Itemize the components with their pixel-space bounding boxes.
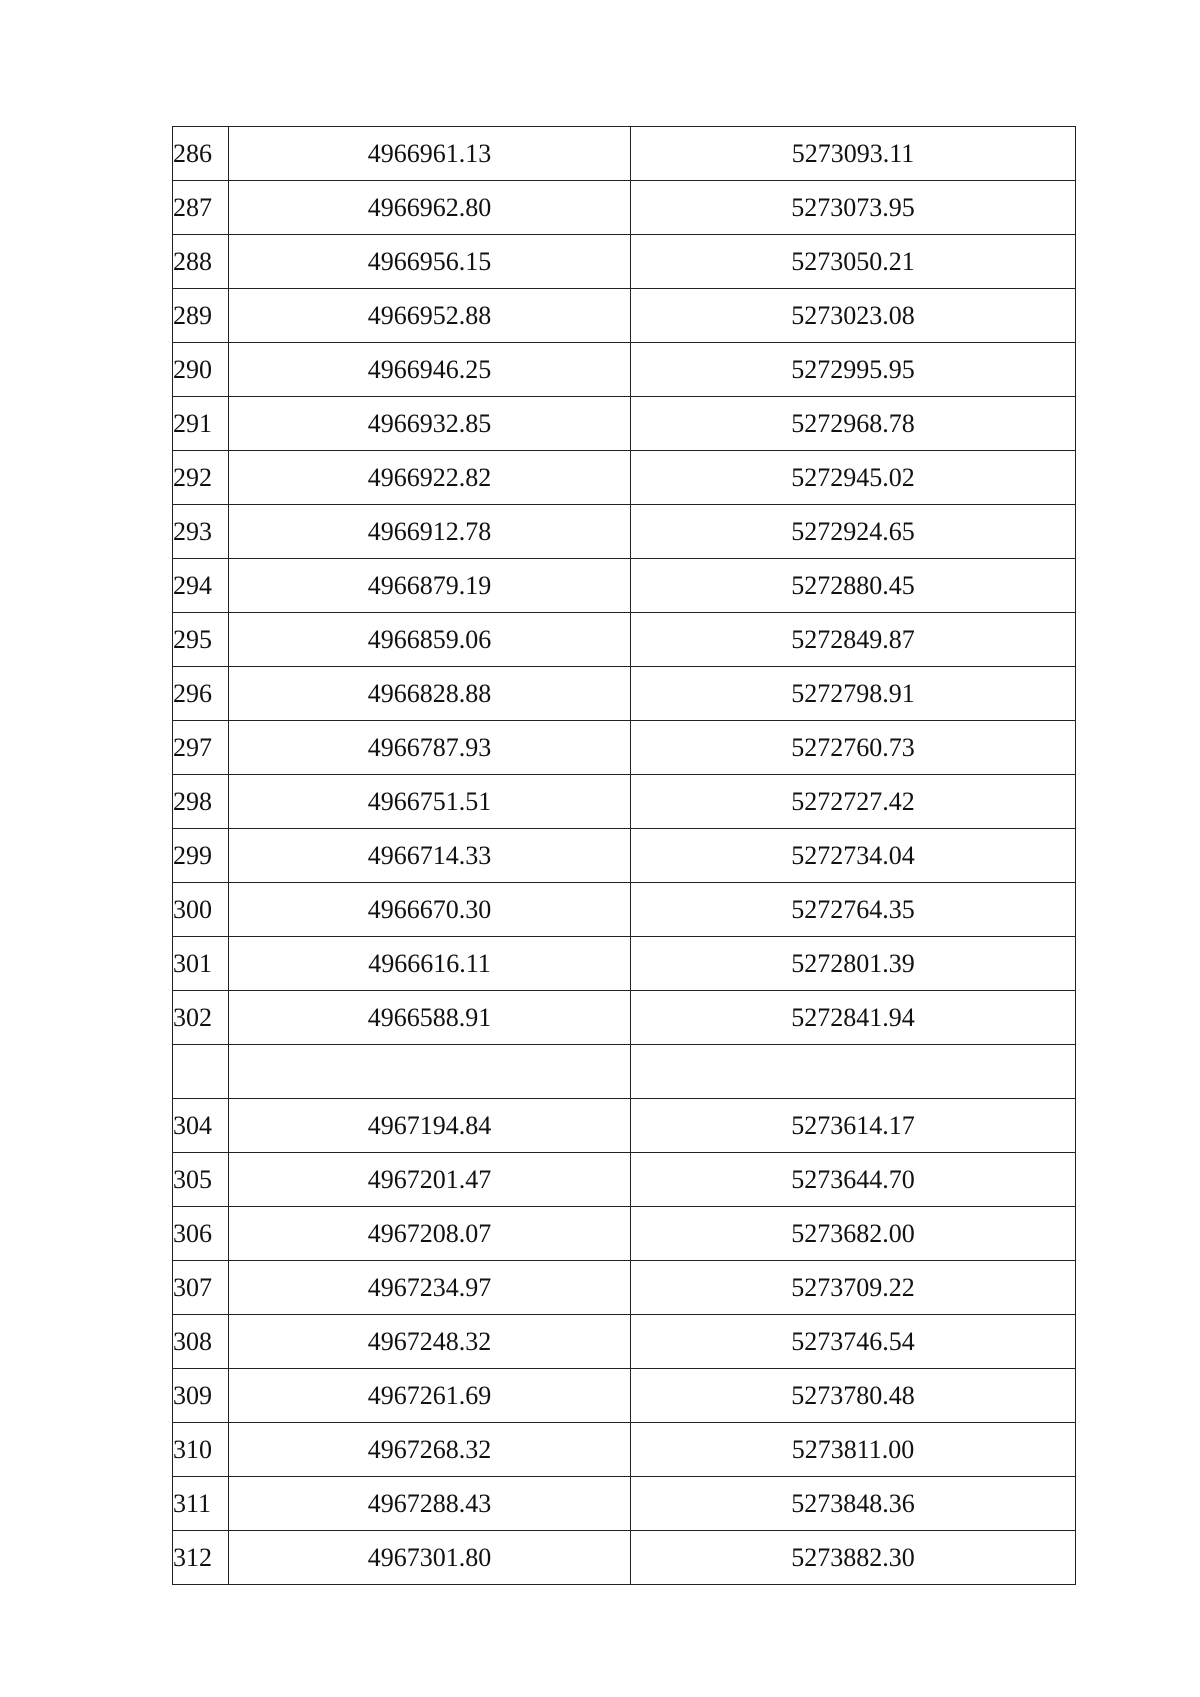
y-coordinate-cell: 5273644.70: [631, 1153, 1076, 1207]
y-coordinate-cell: 5272734.04: [631, 829, 1076, 883]
y-coordinate-cell: 5272841.94: [631, 991, 1076, 1045]
table-row: [173, 1099, 1076, 1153]
y-coordinate-cell: 5272849.87: [631, 613, 1076, 667]
point-number-cell: 293: [173, 505, 229, 559]
x-coordinate-cell: 4966588.91: [229, 991, 631, 1045]
y-coordinate-cell: 5273882.30: [631, 1531, 1076, 1585]
y-coordinate-cell: 5273746.54: [631, 1315, 1076, 1369]
table-row: [173, 829, 1076, 883]
point-number-cell: 292: [173, 451, 229, 505]
table-row: [173, 775, 1076, 829]
y-coordinate-cell: 5272880.45: [631, 559, 1076, 613]
point-number-cell: 305: [173, 1153, 229, 1207]
x-coordinate-cell: 4967268.32: [229, 1423, 631, 1477]
y-coordinate-cell: 5272798.91: [631, 667, 1076, 721]
x-coordinate-cell: 4966670.30: [229, 883, 631, 937]
table-row: [173, 1477, 1076, 1531]
table-row: [173, 559, 1076, 613]
coordinates-table: [172, 126, 1076, 1585]
x-coordinate-cell: 4966946.25: [229, 343, 631, 397]
y-coordinate-cell: 5272764.35: [631, 883, 1076, 937]
x-coordinate-cell: 4967234.97: [229, 1261, 631, 1315]
y-coordinate-cell: 5273050.21: [631, 235, 1076, 289]
table-row: [173, 883, 1076, 937]
x-coordinate-cell: 4966932.85: [229, 397, 631, 451]
point-number-cell: 304: [173, 1099, 229, 1153]
y-coordinate-cell: 5272968.78: [631, 397, 1076, 451]
point-number-cell: 290: [173, 343, 229, 397]
table-row: [173, 667, 1076, 721]
y-coordinate-cell: 5272727.42: [631, 775, 1076, 829]
table-row: [173, 937, 1076, 991]
table-row: [173, 127, 1076, 181]
x-coordinate-cell: 4966952.88: [229, 289, 631, 343]
table-row: [173, 613, 1076, 667]
point-number-cell: 297: [173, 721, 229, 775]
x-coordinate-cell: 4967208.07: [229, 1207, 631, 1261]
point-number-cell: 295: [173, 613, 229, 667]
y-coordinate-cell: 5273073.95: [631, 181, 1076, 235]
point-number-cell: 301: [173, 937, 229, 991]
table-row: [173, 1153, 1076, 1207]
x-coordinate-cell: 4966751.51: [229, 775, 631, 829]
point-number-cell: 307: [173, 1261, 229, 1315]
x-coordinate-cell: 4966859.06: [229, 613, 631, 667]
y-coordinate-cell: 5273093.11: [631, 127, 1076, 181]
point-number-cell: 312: [173, 1531, 229, 1585]
table-row: [173, 1423, 1076, 1477]
y-coordinate-cell: 5273709.22: [631, 1261, 1076, 1315]
y-coordinate-cell: 5272801.39: [631, 937, 1076, 991]
table-row: [173, 343, 1076, 397]
point-number-cell: 300: [173, 883, 229, 937]
point-number-cell: 309: [173, 1369, 229, 1423]
y-coordinate-cell: 5272945.02: [631, 451, 1076, 505]
point-number-cell: 296: [173, 667, 229, 721]
table-row: [173, 1207, 1076, 1261]
point-number-cell: 287: [173, 181, 229, 235]
x-coordinate-cell: 4967288.43: [229, 1477, 631, 1531]
table-row: [173, 1315, 1076, 1369]
x-coordinate-cell: 4967301.80: [229, 1531, 631, 1585]
point-number-cell: 286: [173, 127, 229, 181]
point-number-cell: 294: [173, 559, 229, 613]
point-number-cell: 302: [173, 991, 229, 1045]
y-coordinate-cell: 5273780.48: [631, 1369, 1076, 1423]
table-row: [173, 1045, 1076, 1099]
x-coordinate-cell: 4967261.69: [229, 1369, 631, 1423]
point-number-cell: [173, 1045, 229, 1099]
y-coordinate-cell: 5273614.17: [631, 1099, 1076, 1153]
x-coordinate-cell: 4966922.82: [229, 451, 631, 505]
y-coordinate-cell: 5273682.00: [631, 1207, 1076, 1261]
x-coordinate-cell: 4966912.78: [229, 505, 631, 559]
point-number-cell: 299: [173, 829, 229, 883]
y-coordinate-cell: 5273811.00: [631, 1423, 1076, 1477]
point-number-cell: 298: [173, 775, 229, 829]
table-row: [173, 1369, 1076, 1423]
y-coordinate-cell: 5272924.65: [631, 505, 1076, 559]
point-number-cell: 311: [173, 1477, 229, 1531]
table-row: [173, 289, 1076, 343]
y-coordinate-cell: 5273023.08: [631, 289, 1076, 343]
table-row: [173, 181, 1076, 235]
x-coordinate-cell: [229, 1045, 631, 1099]
x-coordinate-cell: 4966961.13: [229, 127, 631, 181]
y-coordinate-cell: 5273848.36: [631, 1477, 1076, 1531]
table-row: [173, 505, 1076, 559]
point-number-cell: 288: [173, 235, 229, 289]
table-row: [173, 1261, 1076, 1315]
point-number-cell: 289: [173, 289, 229, 343]
x-coordinate-cell: 4967201.47: [229, 1153, 631, 1207]
table-row: [173, 1531, 1076, 1585]
x-coordinate-cell: 4966828.88: [229, 667, 631, 721]
point-number-cell: 306: [173, 1207, 229, 1261]
point-number-cell: 310: [173, 1423, 229, 1477]
x-coordinate-cell: 4966787.93: [229, 721, 631, 775]
x-coordinate-cell: 4966714.33: [229, 829, 631, 883]
x-coordinate-cell: 4966879.19: [229, 559, 631, 613]
x-coordinate-cell: 4966616.11: [229, 937, 631, 991]
x-coordinate-cell: 4966962.80: [229, 181, 631, 235]
table-row: [173, 721, 1076, 775]
point-number-cell: 291: [173, 397, 229, 451]
y-coordinate-cell: 5272760.73: [631, 721, 1076, 775]
y-coordinate-cell: 5272995.95: [631, 343, 1076, 397]
point-number-cell: 308: [173, 1315, 229, 1369]
x-coordinate-cell: 4967194.84: [229, 1099, 631, 1153]
table-row: [173, 397, 1076, 451]
y-coordinate-cell: [631, 1045, 1076, 1099]
coordinates-table-body: [173, 127, 1076, 1585]
table-row: [173, 991, 1076, 1045]
x-coordinate-cell: 4966956.15: [229, 235, 631, 289]
table-row: [173, 235, 1076, 289]
table-row: [173, 451, 1076, 505]
x-coordinate-cell: 4967248.32: [229, 1315, 631, 1369]
